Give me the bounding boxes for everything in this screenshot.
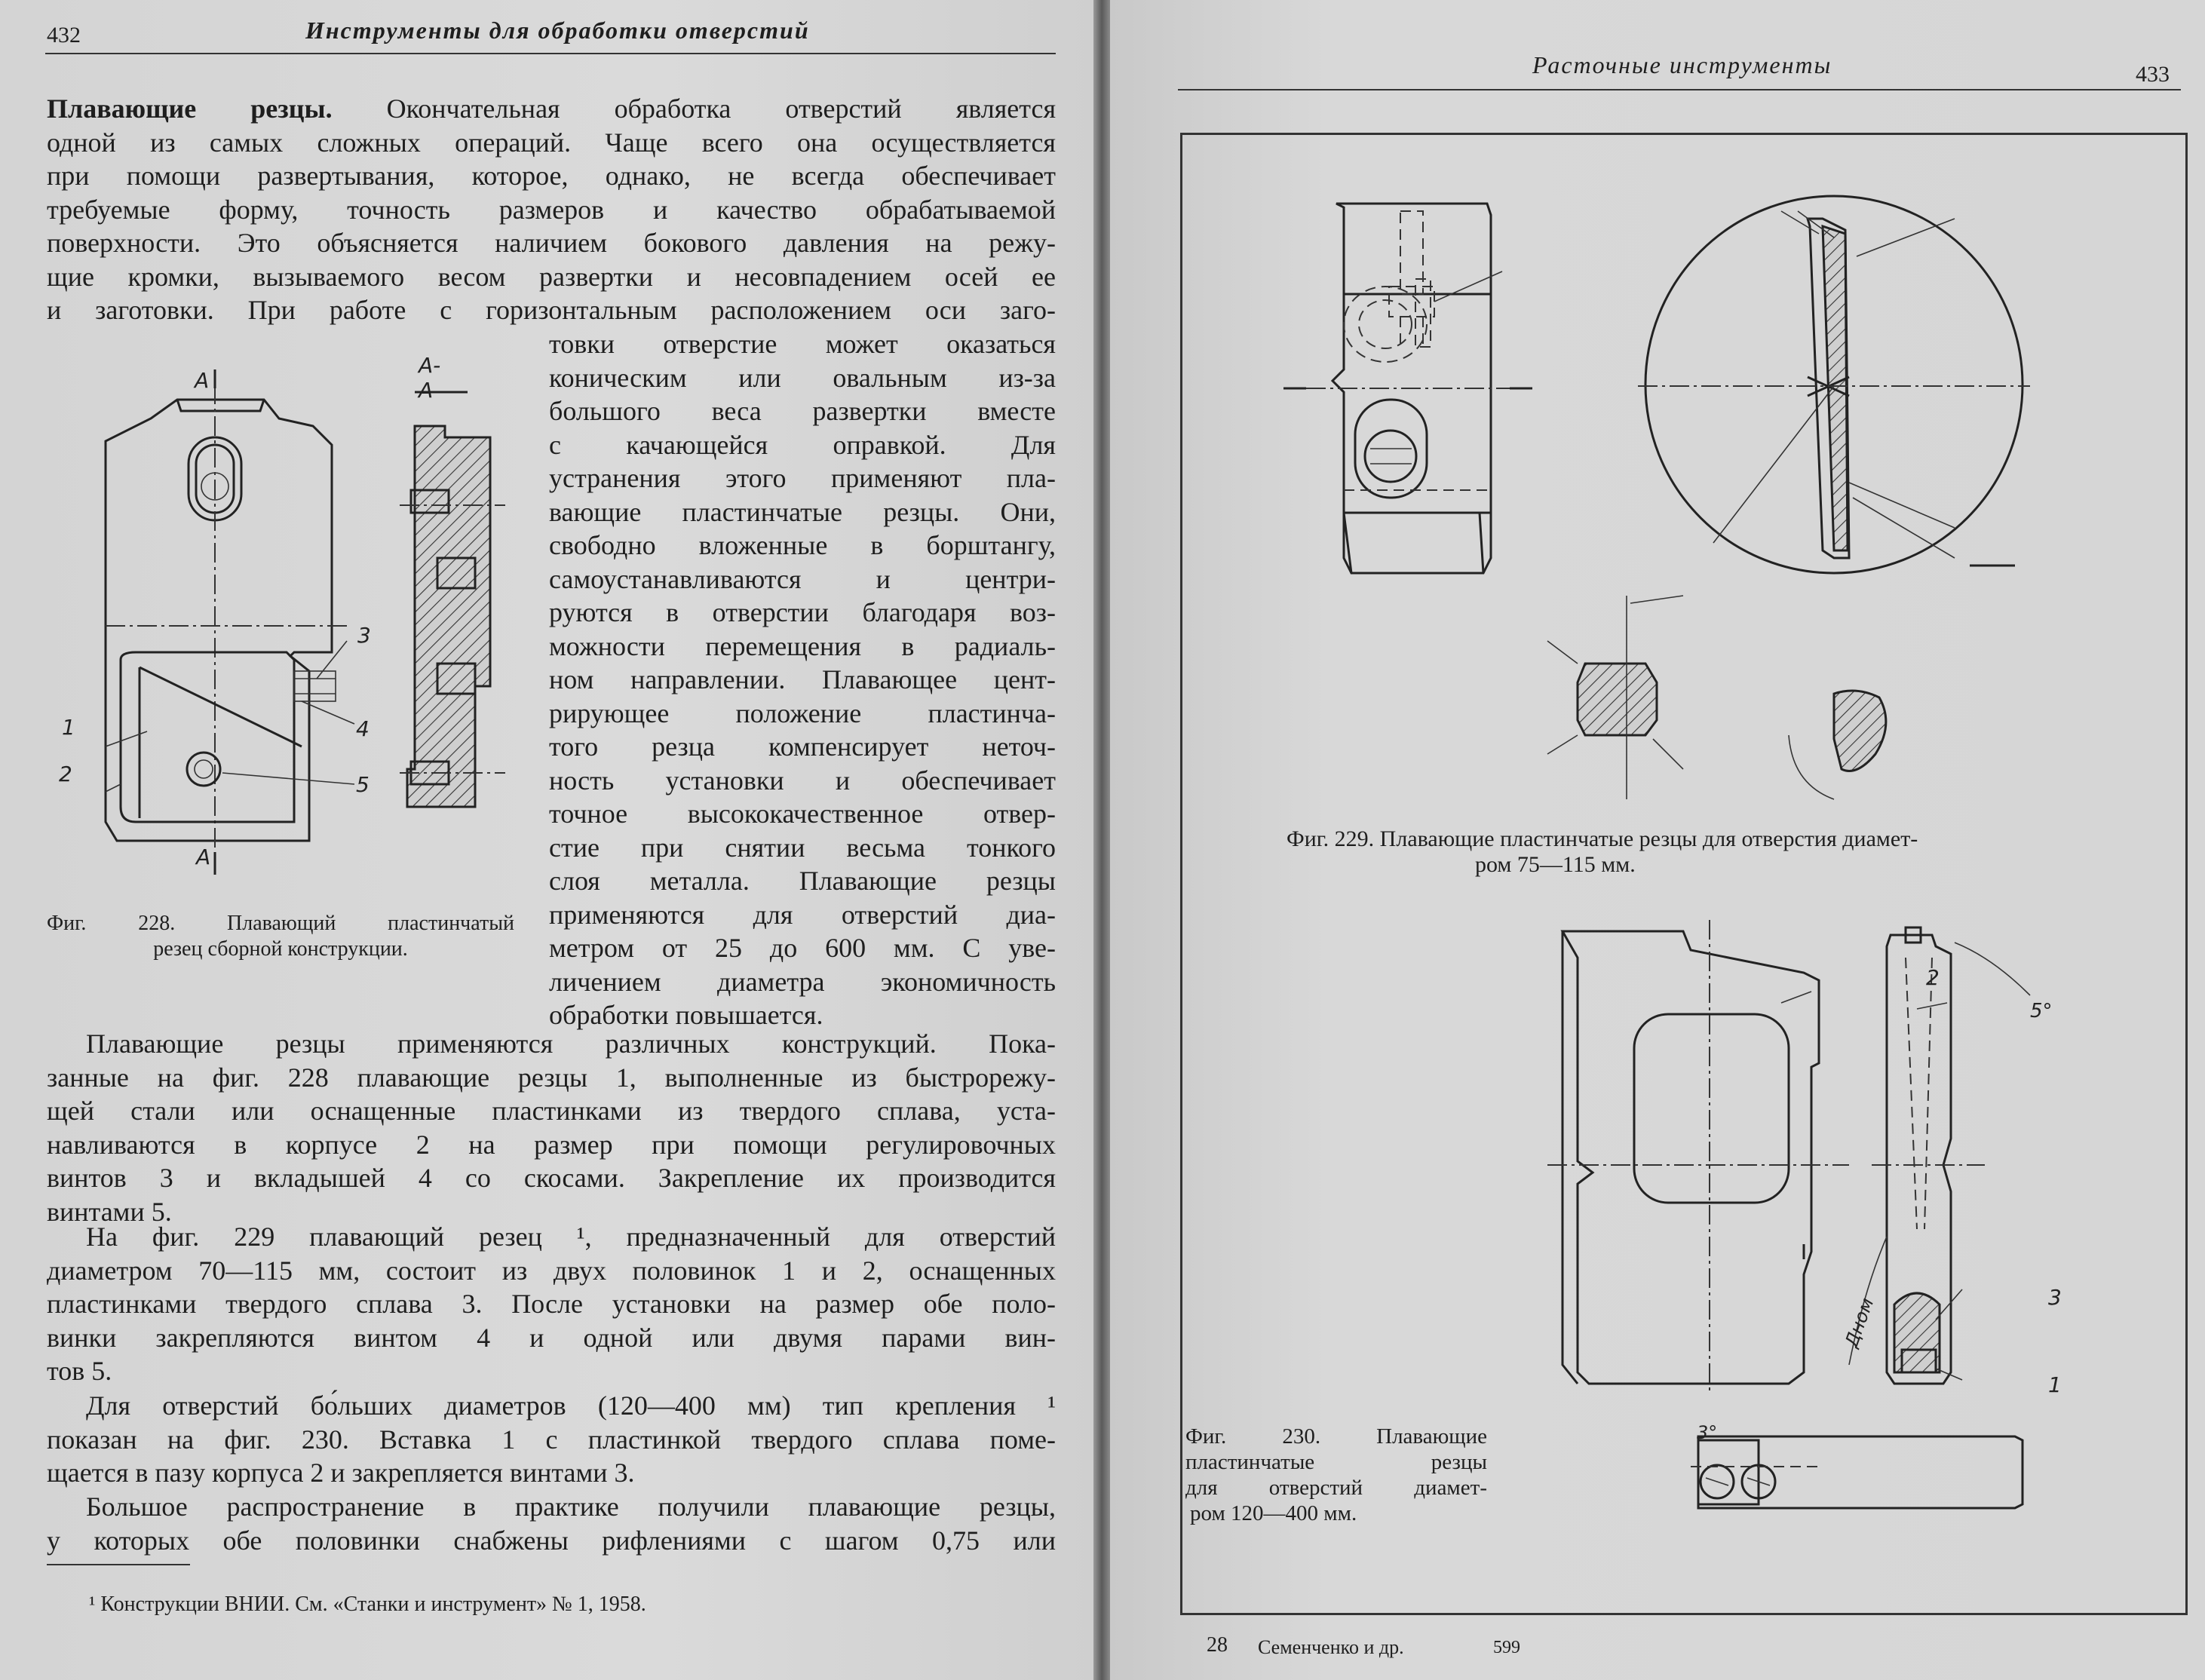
right-page bbox=[1110, 0, 2205, 1680]
paragraph-1 bbox=[47, 92, 1056, 327]
text-line: свободно вложенные в борштангу, bbox=[549, 530, 1056, 560]
caption-line: резец сборной конструкции. bbox=[153, 937, 408, 961]
text-line: щей стали или оснащенные пластинками из твердого сплава, уста- bbox=[47, 1096, 1056, 1126]
text-line: показан на фиг. 230. Вставка 1 с пластинкой твердого сплава поме- bbox=[47, 1424, 1056, 1455]
fig230-dimension: Дном bbox=[1840, 1295, 1878, 1350]
fig230-angle-5: 5° bbox=[2030, 1000, 2053, 1022]
footnote: ¹ Конструкции ВНИИ. См. «Станки и инструмент» № 1, 1958. bbox=[89, 1593, 646, 1616]
text-line: Окончательная обработка отверстий является bbox=[386, 94, 1056, 124]
text-line: пластинками твердого сплава 3. После установки на размер обе поло- bbox=[47, 1289, 1056, 1319]
cut-label-bottom: А bbox=[196, 845, 211, 869]
text-line: товки отверстие может оказаться bbox=[549, 329, 1056, 359]
text-line: одной из самых сложных операций. Чаще всего она осуществляется bbox=[47, 127, 1056, 158]
text-line: при помощи развертывания, которое, однако, не всегда обеспечивает bbox=[47, 161, 1056, 191]
text-line: применяются для отверстий диа- bbox=[549, 899, 1056, 930]
text-line: щие кромки, вызываемого весом развертки и несовпадением осей ее bbox=[47, 261, 1056, 292]
caption-line: Фиг. 228. Плавающий пластинчатый bbox=[47, 912, 514, 935]
text-line: щается в пазу корпуса 2 и закрепляется винтами 3. bbox=[47, 1458, 635, 1488]
text-line: занные на фиг. 228 плавающие резцы 1, выполненные из быстрорежу- bbox=[47, 1062, 1056, 1093]
text-line: стие при снятии весьма тонкого bbox=[549, 832, 1056, 863]
fig230-callout-1: 1 bbox=[2048, 1372, 2062, 1397]
figure-230-drawing bbox=[1563, 912, 2181, 1531]
figure-230-caption bbox=[1185, 1424, 1487, 1526]
text-line: у которых обе половинки снабжены рифлениями с шагом 0,75 или bbox=[47, 1525, 1056, 1556]
fig230-angle-3: 3° bbox=[1697, 1422, 1718, 1443]
running-head-right: Расточные инструменты bbox=[1532, 51, 1832, 78]
footer-code: 599 bbox=[1493, 1638, 1520, 1657]
text-line: с качающейся оправкой. Для bbox=[549, 429, 1056, 460]
callout-5: 5 bbox=[356, 772, 370, 797]
paragraph-5 bbox=[47, 1490, 1056, 1557]
figure-229-caption bbox=[1287, 826, 2161, 878]
text-line: и заготовки. При работе с горизонтальным расположением оси заго- bbox=[47, 295, 1056, 325]
text-line: ность установки и обеспечивает bbox=[549, 765, 1056, 796]
figure-229-drawing bbox=[1261, 196, 2151, 814]
figure-228-drawing bbox=[45, 354, 528, 882]
header-rule-right bbox=[1178, 89, 2181, 90]
paragraph-4 bbox=[47, 1389, 1056, 1490]
text-line: ном направлении. Плавающее цент- bbox=[549, 664, 1056, 694]
text-line: можности перемещения в радиаль- bbox=[549, 630, 1056, 661]
text-line: вающие пластинчатые резцы. Они, bbox=[549, 496, 1056, 527]
text-line: большого веса развертки вместе bbox=[549, 396, 1056, 426]
paragraph-1-narrow bbox=[549, 327, 1056, 1032]
text-line: коническим или овальным из-за bbox=[549, 362, 1056, 393]
page-number-left: 432 bbox=[47, 23, 81, 48]
text-line: устранения этого применяют пла- bbox=[549, 463, 1056, 493]
text-line: Большое распространение в практике получили плавающие резцы, bbox=[86, 1491, 1056, 1522]
text-line: тов 5. bbox=[47, 1356, 112, 1386]
text-line: обработки повышается. bbox=[549, 1000, 823, 1030]
paragraph-1-lead: Плавающие резцы. bbox=[47, 94, 333, 124]
text-line: рирующее положение пластинча- bbox=[549, 697, 1056, 728]
footer-authors: Семенченко и др. bbox=[1258, 1636, 1404, 1658]
book-gutter bbox=[1093, 0, 1110, 1680]
text-line: Плавающие резцы применяются различных конструкций. Пока- bbox=[86, 1029, 1056, 1059]
text-line: требуемые форму, точность размеров и качество обрабатываемой bbox=[47, 194, 1056, 225]
fig230-callout-3: 3 bbox=[2048, 1285, 2062, 1310]
footer-signature: 28 bbox=[1207, 1633, 1228, 1657]
text-line: поверхности. Это объясняется наличием бокового давления на режу- bbox=[47, 228, 1056, 258]
fig230-callout-2: 2 bbox=[1926, 965, 1940, 990]
caption-line: пластинчатые резцы bbox=[1185, 1450, 1487, 1474]
callout-3: 3 bbox=[357, 623, 371, 648]
caption-line: Фиг. 229. Плавающие пластинчатые резцы для отверстия диамет- bbox=[1287, 826, 1918, 851]
text-line: На фиг. 229 плавающий резец ¹, предназначенный для отверстий bbox=[86, 1222, 1056, 1252]
footnote-rule bbox=[47, 1564, 190, 1565]
page-number-right: 433 bbox=[2136, 62, 2170, 87]
text-line: винтами 5. bbox=[47, 1196, 172, 1227]
text-line: винтов 3 и вкладышей 4 со скосами. Закрепление их производится bbox=[47, 1163, 1056, 1193]
figure-228-caption bbox=[47, 911, 514, 962]
caption-line: ром 75—115 мм. bbox=[1475, 852, 1636, 877]
section-label-aa: А-А bbox=[419, 353, 441, 403]
text-line: самоустанавливаются и центри- bbox=[549, 563, 1056, 594]
paragraph-2 bbox=[47, 1027, 1056, 1228]
callout-1: 1 bbox=[62, 715, 75, 740]
left-page bbox=[0, 0, 1093, 1680]
callout-2: 2 bbox=[59, 762, 72, 786]
running-head-left: Инструменты для обработки отверстий bbox=[305, 17, 810, 44]
text-line: руются в отверстии благодаря воз- bbox=[549, 597, 1056, 627]
text-line: метром от 25 до 600 мм. С уве- bbox=[549, 933, 1056, 963]
header-rule-left bbox=[45, 53, 1056, 54]
text-line: личением диаметра экономичность bbox=[549, 966, 1056, 997]
text-line: навливаются в корпусе 2 на размер при помощи регулировочных bbox=[47, 1129, 1056, 1160]
text-line: точное высококачественное отвер- bbox=[549, 799, 1056, 829]
caption-line: Фиг. 230. Плавающие bbox=[1185, 1424, 1487, 1449]
text-line: Для отверстий бо́льших диаметров (120—400 мм) тип крепления ¹ bbox=[86, 1390, 1056, 1421]
caption-line: для отверстий диамет- bbox=[1185, 1476, 1487, 1500]
paragraph-3 bbox=[47, 1220, 1056, 1388]
cut-label-top: А bbox=[195, 368, 210, 393]
callout-4: 4 bbox=[356, 716, 370, 741]
text-line: слоя металла. Плавающие резцы bbox=[549, 866, 1056, 896]
text-line: винки закрепляются винтом 4 и одной или двумя парами вин- bbox=[47, 1322, 1056, 1353]
text-line: диаметром 70—115 мм, состоит из двух половинок 1 и 2, оснащенных bbox=[47, 1255, 1056, 1286]
text-line: того резца компенсирует неточ- bbox=[549, 731, 1056, 762]
caption-line: ром 120—400 мм. bbox=[1190, 1501, 1357, 1525]
